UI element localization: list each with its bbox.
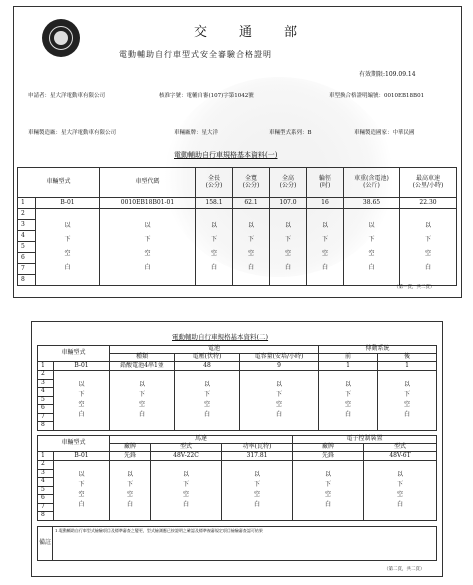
- blank-char: 以: [324, 471, 331, 479]
- blank-char: 下: [247, 236, 254, 243]
- blank-marker: [78, 380, 85, 420]
- blank-char: 下: [275, 391, 282, 399]
- header-rear: 後: [378, 354, 437, 362]
- blank-char: 空: [424, 250, 431, 257]
- blank-char: 下: [64, 236, 71, 243]
- blank-char: 以: [138, 381, 145, 389]
- blank-char: 白: [144, 264, 151, 271]
- header-weight: 車重(含電池) (公斤): [344, 168, 400, 198]
- blank-char: 下: [126, 481, 133, 489]
- spec-table-title-2: 電動輔助自行車規格基本資料(二): [172, 333, 269, 341]
- blank-char: 空: [275, 401, 282, 409]
- blank-cell: [54, 371, 110, 431]
- blank-char: 白: [396, 501, 403, 509]
- header-ctrl-type: 型式: [364, 444, 437, 452]
- header-height: 全高 (公分): [270, 168, 307, 198]
- blank-char: 白: [324, 501, 331, 509]
- header-model-code: 車型代碼: [100, 168, 196, 198]
- blank-marker: [139, 380, 146, 420]
- header-vehicle-type: 車輛型式: [38, 346, 110, 362]
- blank-char: 以: [368, 222, 375, 229]
- blank-char: 下: [78, 481, 85, 489]
- blank-marker: [183, 470, 190, 510]
- header-voltage: 電壓(伏特): [175, 354, 240, 362]
- blank-char: 白: [403, 411, 410, 419]
- blank-char: 以: [126, 471, 133, 479]
- blank-char: 以: [253, 471, 260, 479]
- spec-table-1: 車輛型式 車型代碼 全長 (公分) 全寬 (公分) 全高 (公分) 輪徑 (吋) 車重(含電池) (公斤) 最高車速 (公里/小時) 1 B-01 0010EB18B01-01 158.1 62.1 107.0 16 38.65 22.30 2 以 下 空 白 以 下 空 白 以 下 空 白 以 下 空 白 以 下 空 白 以 下 空 白 以 下 空 白 以 下 空 白 3 4 5 6 7 8: [17, 167, 457, 286]
- blank-char: 以: [396, 471, 403, 479]
- blank-char: 空: [78, 491, 85, 499]
- blank-char: 以: [144, 222, 151, 229]
- blank-char: 白: [321, 264, 328, 271]
- certificate-title: 電動輔助自行車型式安全審驗合格證明: [119, 50, 272, 59]
- blank-char: 空: [403, 401, 410, 409]
- blank-char: 下: [138, 391, 145, 399]
- blank-char: 以: [321, 222, 328, 229]
- blank-char: 下: [344, 391, 351, 399]
- remark-table: [37, 526, 437, 561]
- header-power: 功率(瓦特): [222, 444, 293, 452]
- header-max-speed: 最高車速 (公里/小時): [400, 168, 457, 198]
- blank-cell: [175, 371, 240, 431]
- certificate-page-2: [31, 321, 443, 577]
- blank-marker: [425, 219, 432, 275]
- blank-char: 空: [78, 401, 85, 409]
- blank-cell: [110, 371, 175, 431]
- header-motor: 馬達: [110, 436, 293, 444]
- blank-char: 白: [344, 411, 351, 419]
- blank-char: 以: [403, 381, 410, 389]
- blank-marker: [127, 470, 134, 510]
- blank-marker: [144, 219, 151, 275]
- blank-cell: [307, 209, 344, 286]
- blank-marker: [397, 470, 404, 510]
- blank-char: 空: [321, 250, 328, 257]
- page-number-2: （第二頁，共二頁）: [384, 567, 425, 572]
- blank-cell: [233, 209, 270, 286]
- blank-char: 下: [182, 481, 189, 489]
- blank-cell: [270, 209, 307, 286]
- blank-char: 白: [64, 264, 71, 271]
- header-vehicle-type: 車輛型式: [38, 436, 110, 452]
- header-length: 全長 (公分): [196, 168, 233, 198]
- blank-marker: [368, 219, 375, 275]
- blank-char: 以: [78, 381, 85, 389]
- blank-char: 空: [138, 401, 145, 409]
- blank-cell: [344, 209, 400, 286]
- manufacturer: 車輛製造廠：星大洋電動車有限公司: [28, 130, 117, 136]
- blank-marker: [78, 470, 85, 510]
- blank-cell: [54, 461, 110, 521]
- blank-char: 空: [344, 401, 351, 409]
- spec-table-2: 車輛型式 電池 傳動系統 種類 電壓(伏特) 電容量(安培/小時) 前 後 1 B-01 鉛酸電池4串1並 48 9 1 1 2 以 下 空 白 以 下 空 白 以 下 空 白 以 下 空 白 以 下 空 白 以 下 空 白 3 4 5 6 7 8: [37, 345, 437, 431]
- blank-char: 下: [284, 236, 291, 243]
- blank-marker: [404, 380, 411, 420]
- blank-char: 空: [396, 491, 403, 499]
- blank-char: 白: [210, 264, 217, 271]
- header-ctrl-brand: 廠牌: [293, 444, 364, 452]
- blank-char: 白: [138, 411, 145, 419]
- blank-marker: [204, 380, 211, 420]
- certificate-page-1: [13, 6, 462, 298]
- blank-char: 白: [284, 264, 291, 271]
- header-front: 前: [319, 354, 378, 362]
- blank-marker: [254, 470, 261, 510]
- blank-cell: [378, 371, 437, 431]
- blank-char: 下: [210, 236, 217, 243]
- blank-char: 下: [324, 481, 331, 489]
- blank-cell: [364, 461, 437, 521]
- blank-char: 白: [275, 411, 282, 419]
- header-controller: 電子控制裝置: [293, 436, 437, 444]
- blank-cell: [151, 461, 222, 521]
- blank-char: 空: [284, 250, 291, 257]
- blank-char: 下: [321, 236, 328, 243]
- blank-char: 以: [210, 222, 217, 229]
- blank-char: 白: [253, 501, 260, 509]
- blank-cell: [100, 209, 196, 286]
- blank-char: 白: [126, 501, 133, 509]
- table-row: 1 B-01 先鋒 48V-22C 317.81 先鋒 48V-6T: [38, 452, 437, 461]
- header-transmission: 傳動系統: [319, 346, 437, 354]
- blank-char: 空: [247, 250, 254, 257]
- blank-char: 下: [424, 236, 431, 243]
- remark-label: 備註: [38, 527, 53, 561]
- header-vehicle-type: 車輛型式: [18, 168, 100, 198]
- blank-char: 白: [368, 264, 375, 271]
- blank-cell: [36, 209, 100, 286]
- blank-char: 空: [64, 250, 71, 257]
- blank-char: 以: [275, 381, 282, 389]
- blank-char: 以: [203, 381, 210, 389]
- blank-char: 下: [78, 391, 85, 399]
- certificate-number: 車型換合格證明編號：0010EB18B01: [329, 93, 425, 99]
- blank-char: 以: [182, 471, 189, 479]
- blank-char: 以: [64, 222, 71, 229]
- header-battery-kind: 種類: [110, 354, 175, 362]
- blank-char: 下: [403, 391, 410, 399]
- valid-until: 有效期限:109.09.14: [359, 71, 416, 78]
- blank-char: 白: [78, 501, 85, 509]
- blank-char: 以: [424, 222, 431, 229]
- blank-marker: [325, 470, 332, 510]
- blank-char: 空: [203, 401, 210, 409]
- blank-cell: [222, 461, 293, 521]
- blank-marker: [211, 219, 218, 275]
- blank-char: 空: [210, 250, 217, 257]
- blank-cell: [196, 209, 233, 286]
- approval-number: 核准字號：電輔自審(107)字第1042號: [159, 93, 254, 99]
- blank-char: 下: [396, 481, 403, 489]
- blank-char: 以: [284, 222, 291, 229]
- blank-char: 以: [247, 222, 254, 229]
- table-row: 1 B-01 鉛酸電池4串1並 48 9 1 1: [38, 362, 437, 371]
- blank-char: 以: [344, 381, 351, 389]
- blank-char: 空: [144, 250, 151, 257]
- blank-char: 空: [253, 491, 260, 499]
- spec-table-3: 車輛型式 馬達 電子控制裝置 廠牌 型式 功率(瓦特) 廠牌 型式 1 B-01 先鋒 48V-22C 317.81 先鋒 48V-6T 2 以 下 空 白 以 下 空 白 以 下 空 白 以 下 空 白 以 下 空 白 以 下 空 白 3 4 5 6 7 8: [37, 435, 437, 521]
- blank-cell: [319, 371, 378, 431]
- country: 車輛製造國家：中華民國: [354, 130, 415, 136]
- blank-char: 白: [247, 264, 254, 271]
- blank-marker: [64, 219, 71, 275]
- blank-char: 白: [182, 501, 189, 509]
- table-row: 1 B-01 0010EB18B01-01 158.1 62.1 107.0 16 38.65 22.30: [18, 198, 457, 209]
- blank-char: 空: [182, 491, 189, 499]
- blank-char: 下: [144, 236, 151, 243]
- header-wheel: 輪徑 (吋): [307, 168, 344, 198]
- blank-char: 下: [368, 236, 375, 243]
- header-motor-type: 型式: [151, 444, 222, 452]
- blank-char: 白: [203, 411, 210, 419]
- header-motor-brand: 廠牌: [110, 444, 151, 452]
- blank-cell: [293, 461, 364, 521]
- blank-cell: [400, 209, 457, 286]
- blank-char: 空: [368, 250, 375, 257]
- series: 車輛型式系列：B: [269, 130, 312, 136]
- blank-char: 空: [126, 491, 133, 499]
- header-battery: 電池: [110, 346, 319, 354]
- blank-char: 白: [78, 411, 85, 419]
- applicant: 申請者：星大洋電動車有限公司: [28, 93, 106, 99]
- blank-marker: [276, 380, 283, 420]
- ministry-title: 交 通 部: [194, 25, 300, 40]
- header-capacity: 電容量(安培/小時): [240, 354, 319, 362]
- page-number-1: （第一頁，共二頁）: [394, 285, 435, 290]
- spec-table-title-1: 電動輔助自行車規格基本資料(一): [174, 151, 278, 159]
- blank-marker: [322, 219, 329, 275]
- blank-char: 白: [424, 264, 431, 271]
- blank-char: 以: [78, 471, 85, 479]
- blank-char: 空: [324, 491, 331, 499]
- ministry-emblem-icon: [42, 19, 80, 57]
- blank-marker: [285, 219, 292, 275]
- remark-text: 1.電動輔助自行車型式檢驗項目及標準審查之變更，型式檢測應已按證明之確認及標準複審規定項目檢驗審查認可結果: [53, 527, 437, 561]
- blank-marker: [248, 219, 255, 275]
- blank-char: 下: [203, 391, 210, 399]
- blank-char: 下: [253, 481, 260, 489]
- header-width: 全寬 (公分): [233, 168, 270, 198]
- blank-cell: [240, 371, 319, 431]
- brand: 車輛廠牌：星大洋: [174, 130, 219, 136]
- blank-cell: [110, 461, 151, 521]
- blank-marker: [345, 380, 352, 420]
